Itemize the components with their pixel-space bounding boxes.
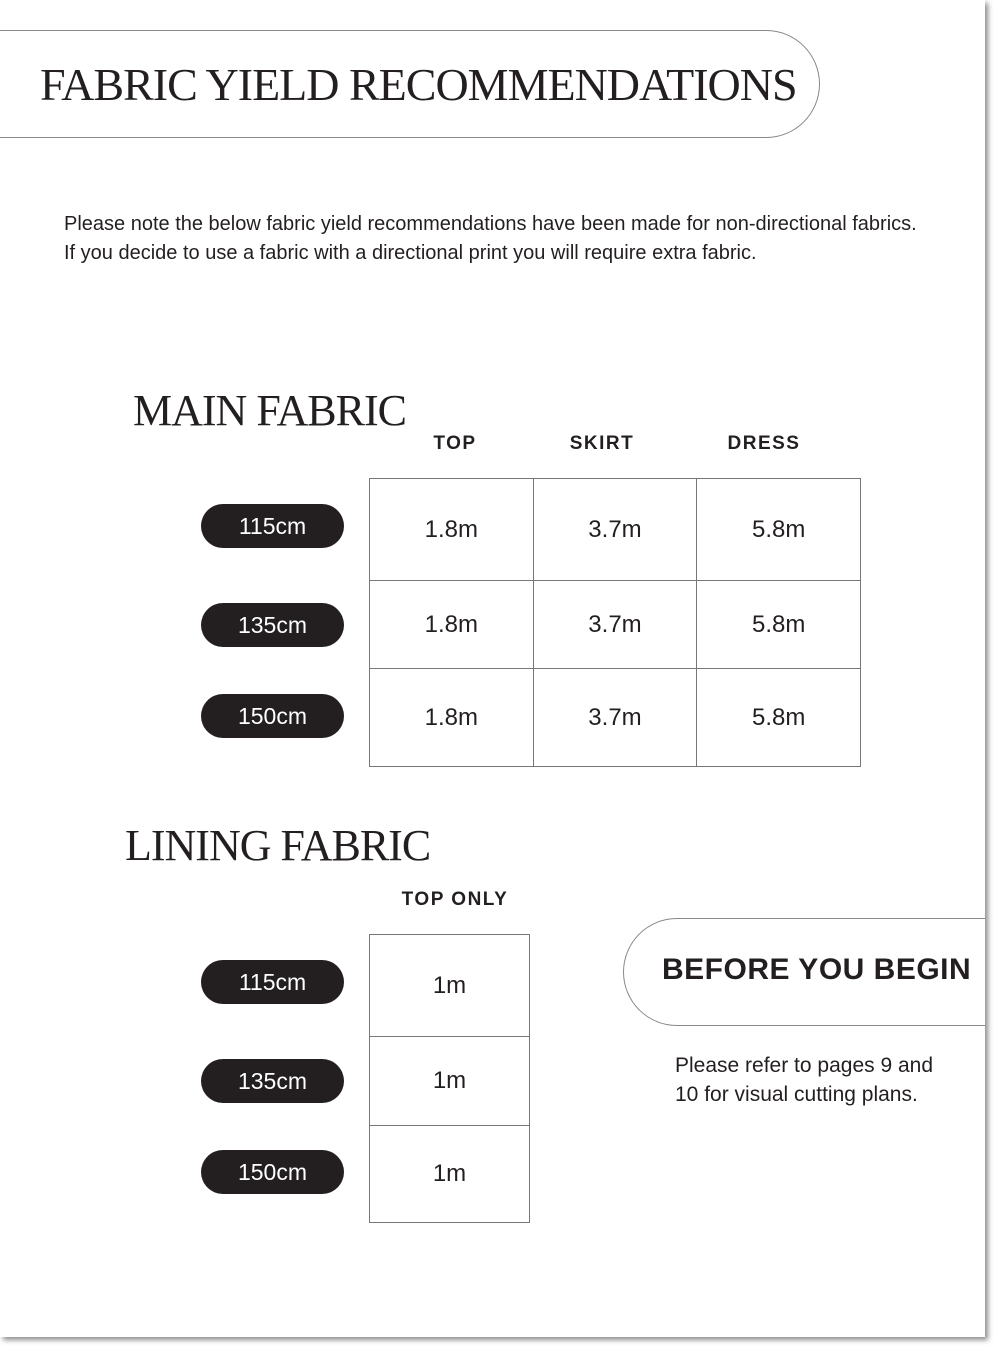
cell: 1m (370, 1126, 530, 1223)
cell: 3.7m (533, 479, 697, 581)
table-row (370, 1126, 530, 1223)
width-badge: 115cm (201, 960, 344, 1004)
table-row (370, 1037, 530, 1126)
cell: 1m (370, 935, 530, 1037)
width-badge: 115cm (201, 504, 344, 548)
before-you-begin-heading: BEFORE YOU BEGIN (662, 953, 972, 986)
cell: 3.7m (533, 581, 697, 669)
column-header-skirt: SKIRT (569, 433, 635, 454)
cell: 1.8m (370, 669, 534, 767)
cell: 3.7m (533, 669, 697, 767)
column-header-dress: DRESS (727, 433, 801, 454)
intro-line-2: If you decide to use a fabric with a directional print you will require extra fabric. (64, 242, 757, 264)
cell: 1.8m (370, 479, 534, 581)
column-header-top: TOP (433, 433, 477, 454)
lining-fabric-heading: LINING FABRIC (125, 821, 431, 870)
table-row (370, 669, 861, 767)
main-fabric-table (369, 478, 861, 767)
column-header-top-only: TOP ONLY (401, 889, 509, 910)
intro-text (64, 210, 944, 268)
lining-fabric-table (369, 934, 530, 1223)
width-badge: 135cm (201, 1059, 344, 1103)
width-badge: 150cm (201, 1150, 344, 1194)
cell: 5.8m (697, 479, 861, 581)
width-badge: 135cm (201, 603, 344, 647)
main-fabric-heading: MAIN FABRIC (133, 386, 407, 435)
cell: 1.8m (370, 581, 534, 669)
cell: 1m (370, 1037, 530, 1126)
table-row (370, 581, 861, 669)
table-row (370, 479, 861, 581)
page-title: FABRIC YIELD RECOMMENDATIONS (40, 59, 797, 110)
cell: 5.8m (697, 581, 861, 669)
intro-line-1: Please note the below fabric yield recommendations have been made for non-directional fabrics. (64, 213, 917, 235)
width-badge: 150cm (201, 694, 344, 738)
before-you-begin-text: Please refer to pages 9 and 10 for visual cutting plans. (675, 1054, 934, 1106)
table-row (370, 935, 530, 1037)
cell: 5.8m (697, 669, 861, 767)
